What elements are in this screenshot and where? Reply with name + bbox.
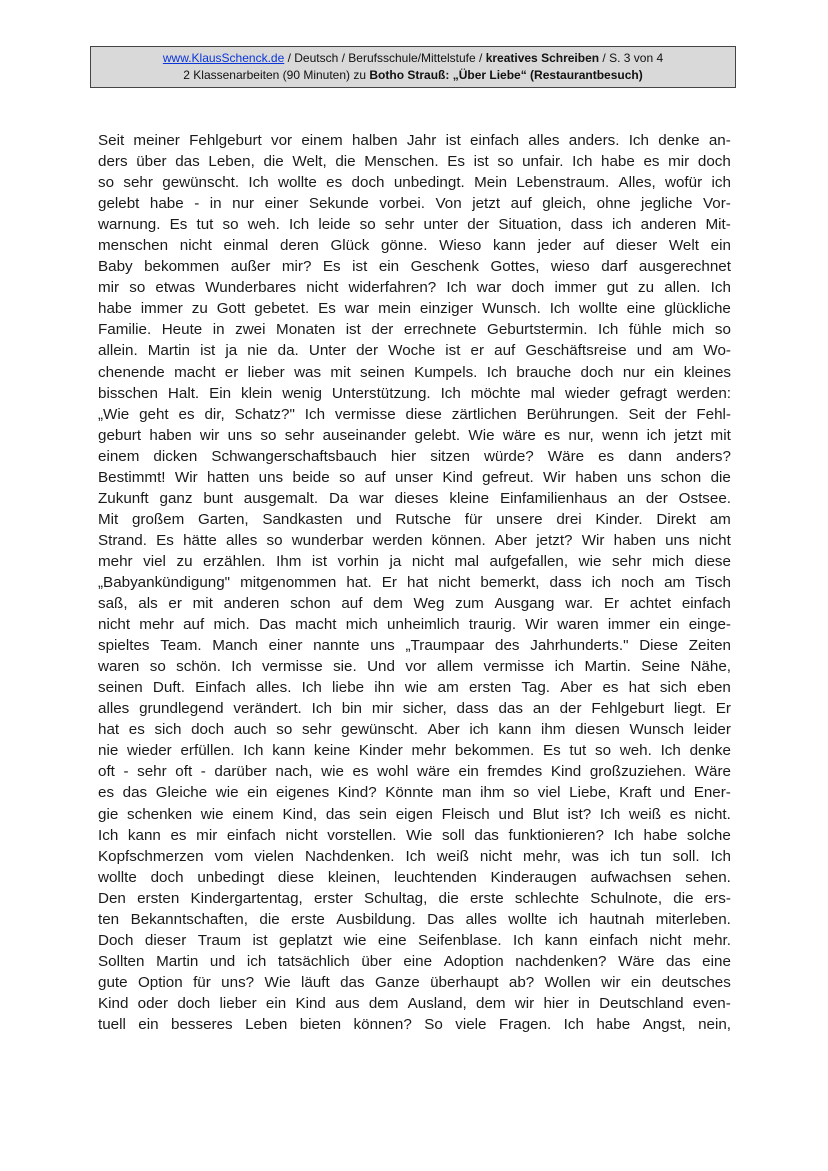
assignment-title: Botho Strauß: „Über Liebe“ (Restaurantbesuch) bbox=[369, 68, 643, 82]
body-line: so sehr gewünscht. Ich wollte es doch unbedingt. Mein Lebenstraum. Alles, wofür ich bbox=[98, 174, 731, 192]
body-line: wollte doch unbedingt diese kleinen, leuchtenden Kinderaugen aufwachsen sehen. bbox=[98, 868, 731, 886]
body-line: einem dicken Schwangerschaftsbauch hier sitzen würde? Wäre es dann anders? bbox=[98, 447, 731, 465]
body-line: Doch dieser Traum ist geplatzt wie eine Seifenblase. Ich kann einfach nicht mehr. bbox=[98, 931, 731, 949]
body-line: Kopfschmerzen vom vielen Nachdenken. Ich weiß nicht mehr, was ich tun soll. Ich bbox=[98, 847, 731, 865]
body-line: spieltes Team. Manch einer nannte uns „Traumpaar des Jahrhunderts." Diese Zeiten bbox=[98, 637, 731, 655]
body-line: habe immer zu Gott gebetet. Es war mein einziger Wunsch. Ich wollte eine glückliche bbox=[98, 300, 731, 318]
body-line: allein. Martin ist ja nie da. Unter der Woche ist er auf Geschäftsreise und am Wo- bbox=[98, 342, 731, 360]
body-line: mir so etwas Wunderbares nicht widerfahren? Ich war doch immer gut zu allen. Ich bbox=[98, 279, 731, 297]
header-line-2 bbox=[91, 67, 735, 84]
body-line: gelebt habe - in nur einer Sekunde vorbei. Von jetzt auf gleich, ohne jegliche Vor- bbox=[98, 195, 731, 213]
body-line: Sollten Martin und ich tatsächlich über eine Adoption nachdenken? Wäre das eine bbox=[98, 952, 731, 970]
body-line: Mit großem Garten, Sandkasten und Rutsche für unsere drei Kinder. Direkt am bbox=[98, 510, 731, 528]
body-line: Den ersten Kindergartentag, erster Schultag, die erste schlechte Schulnote, die ers- bbox=[98, 889, 731, 907]
body-line: nicht mehr auf mich. Das macht mich unheimlich traurig. Wir waren immer ein einge- bbox=[98, 616, 731, 634]
body-line: warnung. Es tut so weh. Ich leide so sehr unter der Situation, dass ich anderen Mit- bbox=[98, 216, 731, 234]
body-line: Kind oder doch lieber ein Kind aus dem Ausland, dem wir hier in Deutschland even- bbox=[98, 994, 731, 1012]
body-line: mehr viel zu erzählen. Ihm ist vorhin ja nicht mal aufgefallen, wie sehr mich diese bbox=[98, 552, 731, 570]
body-line: Familie. Heute in zwei Monaten ist der errechnete Geburtstermin. Ich fühle mich so bbox=[98, 321, 731, 339]
breadcrumb: / Deutsch / Berufsschule/Mittelstufe / bbox=[284, 51, 486, 65]
site-link[interactable]: www.KlausSchenck.de bbox=[162, 51, 285, 65]
body-line: bisschen Halt. Ein klein wenig Unterstützung. Ich möchte mal wieder gefragt werden: bbox=[98, 384, 731, 402]
body-line: Seit meiner Fehlgeburt vor einem halben Jahr ist einfach alles anders. Ich denke an- bbox=[98, 132, 731, 149]
body-line: alles grundlegend verändert. Ich bin mir sicher, dass das an der Fehlgeburt liegt. Er bbox=[98, 700, 731, 718]
body-line: ten Bekanntschaften, die erste Ausbildung. Das alles wollte ich hautnah miterleben. bbox=[98, 910, 731, 928]
body-line: saß, als er mit anderen schon auf dem Weg zum Ausgang war. Er achtet einfach bbox=[98, 595, 731, 613]
body-line: Baby bekommen außer mir? Es ist ein Geschenk Gottes, wieso darf ausgerechnet bbox=[98, 258, 731, 276]
body-text bbox=[98, 130, 731, 1035]
body-line: „Babyankündigung" mitgenommen hat. Er hat nicht bemerkt, dass ich noch am Tisch bbox=[98, 573, 731, 591]
breadcrumb-topic: kreatives Schreiben bbox=[485, 51, 600, 65]
assignment-info: 2 Klassenarbeiten (90 Minuten) zu bbox=[183, 68, 370, 82]
header-line-1 bbox=[91, 50, 735, 67]
body-line: Bestimmt! Wir hatten uns beide so auf unser Kind gefreut. Wir haben uns schon die bbox=[98, 468, 731, 486]
body-line: Zukunft ganz bunt ausgemalt. Da war dieses kleine Einfamilienhaus an der Ostsee. bbox=[98, 489, 731, 507]
body-line: geburt haben wir uns so sehr auseinander gelebt. Wie wäre es nur, wenn ich jetzt mit bbox=[98, 426, 731, 444]
body-line: oft - sehr oft - darüber nach, wie es wohl wäre ein fremdes Kind großzuziehen. Wäre bbox=[98, 763, 731, 781]
body-line: waren so schön. Ich vermisse sie. Und vor allem vermisse ich Martin. Seine Nähe, bbox=[98, 658, 731, 676]
document-header bbox=[90, 46, 736, 88]
body-line: hat es sich doch auch so sehr gewünscht. Aber ich kann ihm diesen Wunsch leider bbox=[98, 721, 731, 739]
page-info: / S. 3 von 4 bbox=[599, 51, 664, 65]
body-line: tuell ein besseres Leben bieten können? So viele Fragen. Ich habe Angst, nein, bbox=[98, 1015, 731, 1033]
body-line: gie schenken wie einem Kind, das sein eigen Fleisch und Blut ist? Ich weiß es nicht. bbox=[98, 805, 731, 823]
body-line: chenende macht er lieber was mit seinen Kumpels. Ich brauche doch nur ein kleines bbox=[98, 363, 731, 381]
body-line: seinen Duft. Einfach alles. Ich liebe ihn wie am ersten Tag. Aber es hat sich eben bbox=[98, 679, 731, 697]
body-line: menschen nicht einmal deren Glück gönne. Wieso kann jeder auf dieser Welt ein bbox=[98, 237, 731, 255]
body-line: gute Option für uns? Wie läuft das Ganze überhaupt ab? Wollen wir ein deutsches bbox=[98, 973, 731, 991]
body-line: nie wieder erfüllen. Ich kann keine Kinder mehr bekommen. Es tut so weh. Ich denke bbox=[98, 742, 731, 760]
body-line: Strand. Es hätte alles so wunderbar werden können. Aber jetzt? Wir haben uns nicht bbox=[98, 531, 731, 549]
body-line: Ich kann es mir einfach nicht vorstellen. Wie soll das funktionieren? Ich habe solche bbox=[98, 826, 731, 844]
body-line: „Wie geht es dir, Schatz?" Ich vermisse diese zärtlichen Berührungen. Seit der Fehl- bbox=[98, 405, 731, 423]
body-line: ders über das Leben, die Welt, die Menschen. Es ist so unfair. Ich habe es mir doch bbox=[98, 153, 731, 171]
body-line: es das Gleiche wie ein eigenes Kind? Könnte man ihm so viel Liebe, Kraft und Ener- bbox=[98, 784, 731, 802]
